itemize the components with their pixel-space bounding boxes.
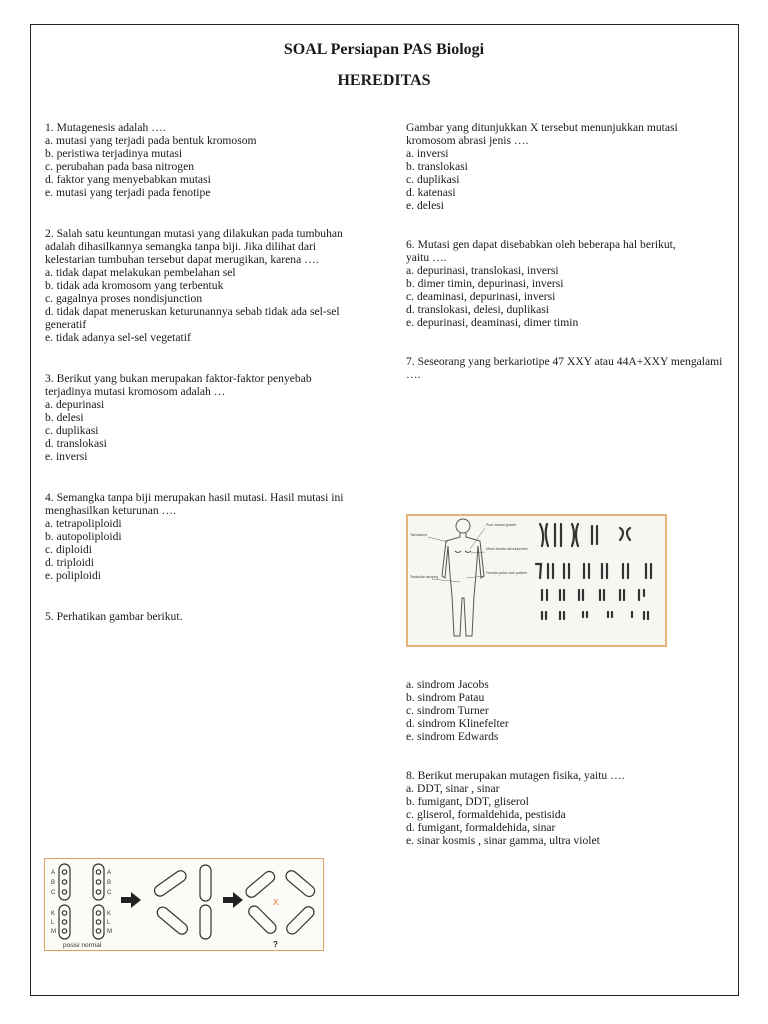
- label: C: [107, 890, 112, 896]
- question-7: [406, 355, 723, 381]
- question-text: 6. Mutasi gen dapat disebabkan oleh beberapa hal berikut, yaitu ….: [406, 238, 676, 264]
- option[interactable]: d. sindrom Klinefelter: [406, 717, 509, 730]
- right-column: [406, 121, 723, 381]
- label: K: [107, 911, 112, 917]
- option[interactable]: d. faktor yang menyebabkan mutasi: [45, 173, 211, 186]
- option[interactable]: e. delesi: [406, 199, 444, 212]
- right-column-lower: [406, 678, 706, 847]
- question-text: 4. Semangka tanpa biji merupakan hasil mutasi. Hasil mutasi ini menghasilkan keturunan ….: [45, 491, 344, 517]
- option[interactable]: c. perubahan pada basa nitrogen: [45, 160, 195, 173]
- question-3: [45, 372, 365, 463]
- label: B: [51, 880, 56, 886]
- arrow-right-icon: [223, 892, 243, 908]
- option[interactable]: a. sindrom Jacobs: [406, 678, 489, 691]
- klinefelter-illustration: [408, 516, 665, 645]
- page-title: SOAL Persiapan PAS Biologi: [283, 41, 485, 58]
- option[interactable]: a. mutasi yang terjadi pada bentuk kromosom: [45, 134, 257, 147]
- option[interactable]: a. depurinasi: [45, 398, 105, 411]
- option[interactable]: b. fumigant, DDT, gliserol: [406, 795, 529, 808]
- mark-question: ?: [273, 940, 278, 949]
- option[interactable]: d. tidak dapat meneruskan keturunannya sebab tidak ada sel-sel generatif: [45, 305, 340, 331]
- option[interactable]: a. depurinasi, translokasi, inversi: [406, 264, 559, 277]
- chromosome-diagram: [45, 859, 323, 950]
- question-5: [45, 610, 365, 623]
- label: M: [107, 929, 112, 935]
- option[interactable]: b. autopoliploidi: [45, 530, 122, 543]
- option[interactable]: d. fumigant, formaldehida, sinar: [406, 821, 556, 834]
- label-tall-stature: Tall stature: [410, 533, 428, 537]
- page-subtitle: HEREDITAS: [337, 72, 431, 89]
- option[interactable]: e. depurinasi, deaminasi, dimer timin: [406, 316, 579, 329]
- option[interactable]: c. sindrom Turner: [406, 704, 489, 717]
- question-text: 2. Salah satu keuntungan mutasi yang dilakukan pada tumbuhan adalah dihasilkannya semangka tanpa biji. Jika dilihat dari kelestarian tumbuhan tersebut dapat merugikan, karena ….: [45, 227, 343, 266]
- label-poor-breast: Poor breast growth: [486, 523, 517, 527]
- question-2: [45, 227, 365, 344]
- question-text: 1. Mutagenesis adalah ….: [45, 121, 166, 134]
- option[interactable]: c. gagalnya proses nondisjunction: [45, 292, 203, 305]
- question-text: 7. Seseorang yang berkariotipe 47 XXY atau 44A+XXY mengalami ….: [406, 355, 723, 381]
- question-7-options: [406, 678, 706, 743]
- label: C: [51, 890, 56, 896]
- karyotype-figure: [406, 514, 667, 647]
- option[interactable]: e. mutasi yang terjadi pada fenotipe: [45, 186, 211, 199]
- option[interactable]: b. dimer timin, depurinasi, inversi: [406, 277, 564, 290]
- label-pubic-hair: Female-pubic hair pattern: [486, 571, 527, 575]
- option[interactable]: c. duplikasi: [45, 424, 99, 437]
- question-8: [406, 769, 706, 847]
- option[interactable]: b. sindrom Patau: [406, 691, 485, 704]
- option[interactable]: c. diploidi: [45, 543, 93, 556]
- label-minor-breast: Minor breast development: [486, 547, 528, 551]
- label: A: [107, 870, 112, 876]
- option[interactable]: e. sinar kosmis , sinar gamma, ultra violet: [406, 834, 600, 847]
- option[interactable]: c. deaminasi, depurinasi, inversi: [406, 290, 556, 303]
- label: A: [51, 870, 56, 876]
- option[interactable]: b. tidak ada kromosom yang terbentuk: [45, 279, 224, 292]
- question-6: [406, 238, 706, 329]
- option[interactable]: a. tidak dapat melakukan pembelahan sel: [45, 266, 236, 279]
- option[interactable]: e. tidak adanya sel-sel vegetatif: [45, 331, 191, 344]
- option[interactable]: d. katenasi: [406, 186, 456, 199]
- option[interactable]: d. translokasi: [45, 437, 107, 450]
- option[interactable]: c. duplikasi: [406, 173, 460, 186]
- mark-x: X: [273, 898, 279, 907]
- label-testicular: Testicular atrophy: [410, 575, 439, 579]
- option[interactable]: d. triploidi: [45, 556, 94, 569]
- arrow-right-icon: [121, 892, 141, 908]
- question-text: 8. Berikut merupakan mutagen fisika, yaitu ….: [406, 769, 625, 782]
- label: L: [51, 920, 55, 926]
- question-text: 3. Berikut yang bukan merupakan faktor-faktor penyebab terjadinya mutasi kromosom adalah …: [45, 372, 312, 398]
- label: L: [107, 920, 111, 926]
- chromosome-figure: [44, 858, 324, 951]
- option[interactable]: d. translokasi, delesi, duplikasi: [406, 303, 549, 316]
- option[interactable]: e. poliploidi: [45, 569, 102, 582]
- left-column: [45, 121, 365, 623]
- option[interactable]: e. sindrom Edwards: [406, 730, 499, 743]
- option[interactable]: e. inversi: [45, 450, 88, 463]
- option[interactable]: b. peristiwa terjadinya mutasi: [45, 147, 183, 160]
- option[interactable]: a. DDT, sinar , sinar: [406, 782, 500, 795]
- option[interactable]: c. gliserol, formaldehida, pestisida: [406, 808, 566, 821]
- question-1: [45, 121, 365, 199]
- option[interactable]: a. inversi: [406, 147, 449, 160]
- option[interactable]: b. translokasi: [406, 160, 468, 173]
- label: K: [51, 911, 56, 917]
- label: B: [107, 880, 112, 886]
- question-text: Gambar yang ditunjukkan X tersebut menunjukkan mutasi kromosom abrasi jenis ….: [406, 121, 678, 147]
- option[interactable]: a. tetrapoliploidi: [45, 517, 122, 530]
- option[interactable]: b. delesi: [45, 411, 84, 424]
- question-text: 5. Perhatikan gambar berikut.: [45, 610, 183, 623]
- question-5-continued: [406, 121, 706, 212]
- figure-caption: posisi normal: [63, 942, 102, 949]
- label: M: [51, 929, 56, 935]
- question-4: [45, 491, 365, 582]
